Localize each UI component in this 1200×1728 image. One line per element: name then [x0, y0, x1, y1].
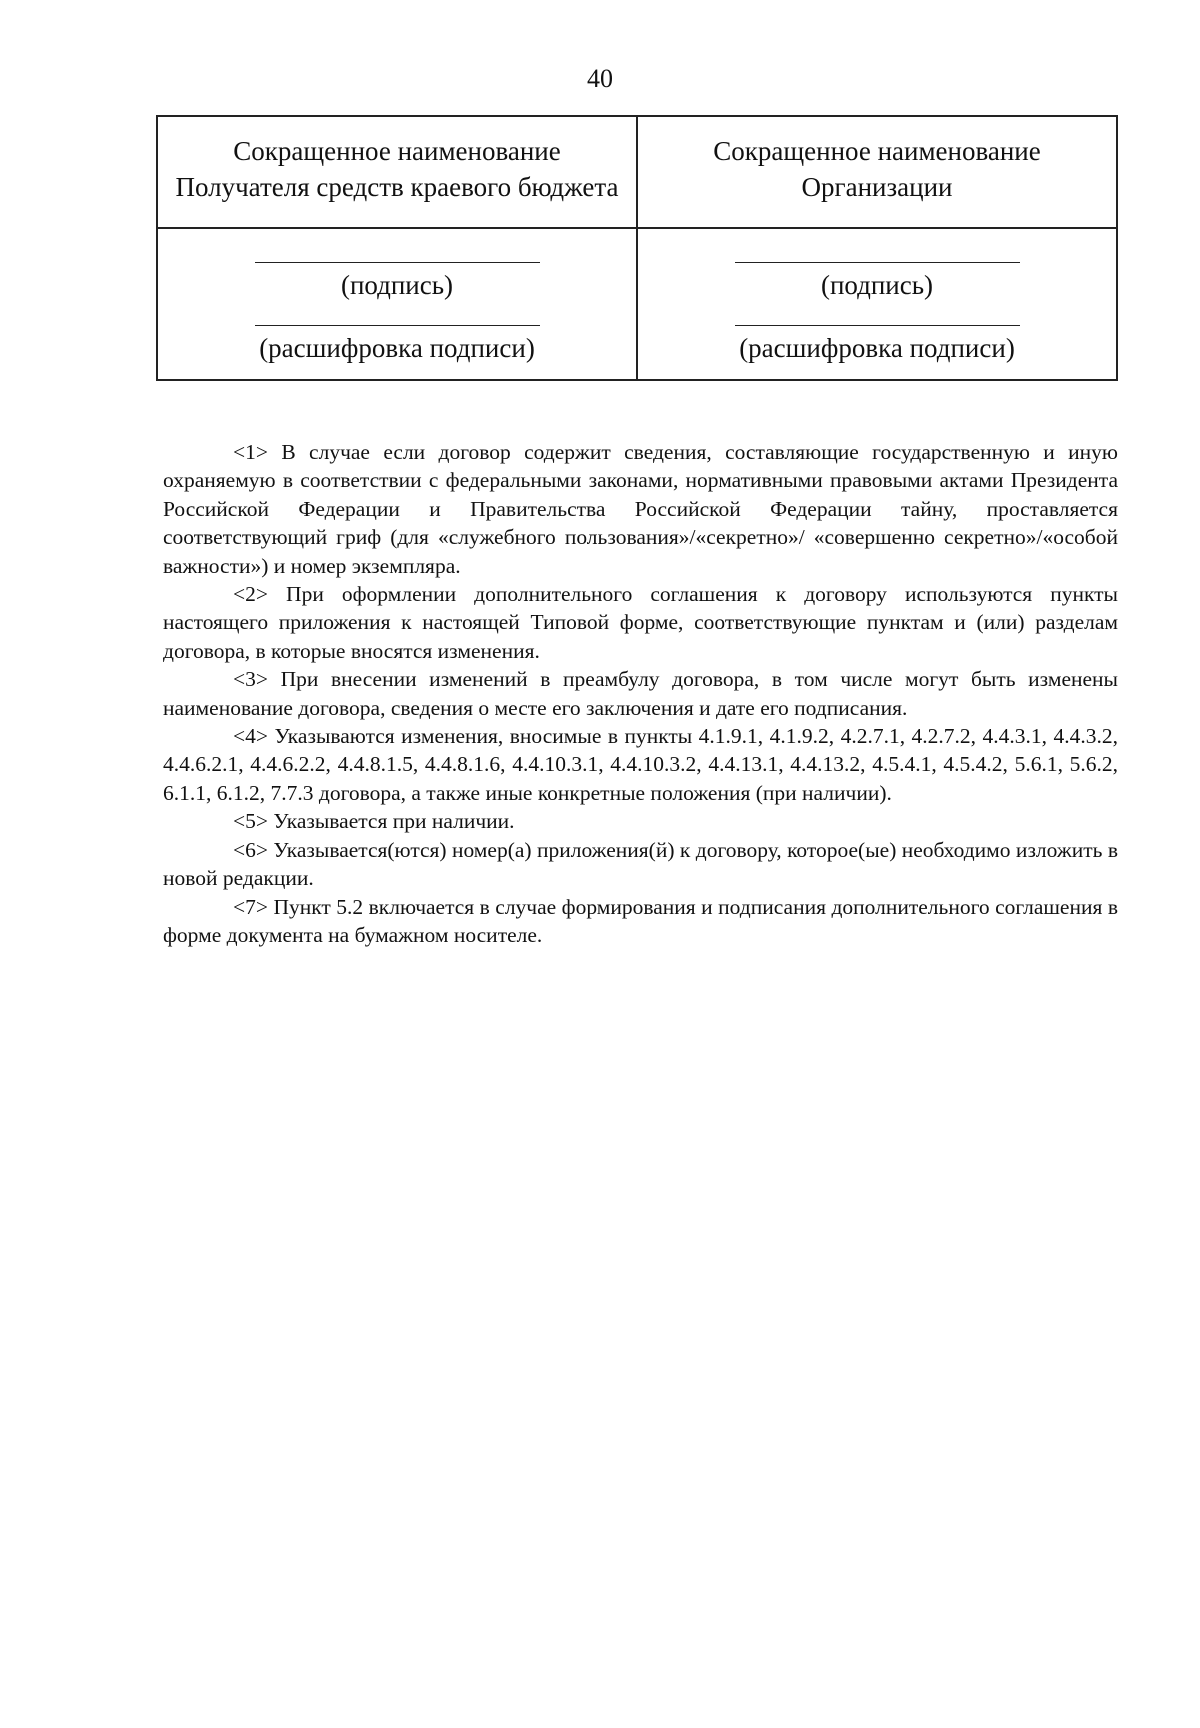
organization-signature-line	[735, 262, 1020, 263]
recipient-signature-cell	[157, 228, 637, 380]
organization-signature-label: (подпись)	[820, 270, 934, 300]
footnote-6: <6> Указывается(ются) номер(а) приложения(й) к договору, которое(ые) необходимо изложить в новой редакции.	[163, 837, 1118, 891]
recipient-signature-line	[255, 262, 540, 263]
footnote-1: <1> В случае если договор содержит сведения, составляющие государственную и иную охраняемую в соответствии с федеральными законами, нормативными правовыми актами Президента Российской Федерации и Правительства Российской Федерации тайну, проставляется соответствующий гриф (для «служебного пользования»/«секретно»/ «совершенно секретно»/«особой важности») и номер экземпляра.	[163, 440, 1118, 578]
footnote-7: <7> Пункт 5.2 включается в случае формирования и подписания дополнительного соглашения в форме документа на бумажном носителе.	[163, 894, 1118, 947]
organization-header-line2: Организации	[801, 172, 953, 202]
recipient-decoding-label: (расшифровка подписи)	[259, 333, 535, 363]
signature-table	[156, 115, 1118, 381]
signature-table-signature-row	[157, 228, 1117, 380]
organization-header-cell	[637, 116, 1117, 228]
recipient-signature-label: (подпись)	[340, 270, 454, 300]
footnote-2: <2> При оформлении дополнительного соглашения к договору используются пункты настоящего приложения к настоящей Типовой форме, соответствующие пунктам и (или) разделам договора, в которые вносятся изменения.	[163, 582, 1118, 663]
recipient-header-line2: Получателя средств краевого бюджета	[175, 172, 619, 202]
footnote-5: <5> Указывается при наличии.	[233, 809, 515, 834]
organization-decoding-line	[735, 325, 1020, 326]
recipient-decoding-line	[255, 325, 540, 326]
organization-decoding-label: (расшифровка подписи)	[739, 333, 1015, 363]
organization-signature-cell	[637, 228, 1117, 380]
footnote-3: <3> При внесении изменений в преамбулу договора, в том числе могут быть изменены наименование договора, сведения о месте его заключения и дате его подписания.	[163, 667, 1118, 720]
footnote-4: <4> Указываются изменения, вносимые в пункты 4.1.9.1, 4.1.9.2, 4.2.7.1, 4.2.7.2, 4.4.3.1, 4.4.3.2, 4.4.6.2.1, 4.4.6.2.2, 4.4.8.1.5, 4.4.8.1.6, 4.4.10.3.1, 4.4.10.3.2, 4.4.13.1, 4.4.13.2, 4.5.4.1, 4.5.4.2, 5.6.1, 5.6.2, 6.1.1, 6.1.2, 7.7.3 договора, а также иные конкретные положения (при наличии).	[163, 724, 1118, 805]
recipient-header-line1: Сокращенное наименование	[233, 136, 561, 166]
recipient-header-cell	[157, 116, 637, 228]
page-number: 40	[587, 64, 613, 93]
footnotes	[163, 438, 1118, 949]
signature-table-header-row	[157, 116, 1117, 228]
organization-header-line1: Сокращенное наименование	[713, 136, 1041, 166]
